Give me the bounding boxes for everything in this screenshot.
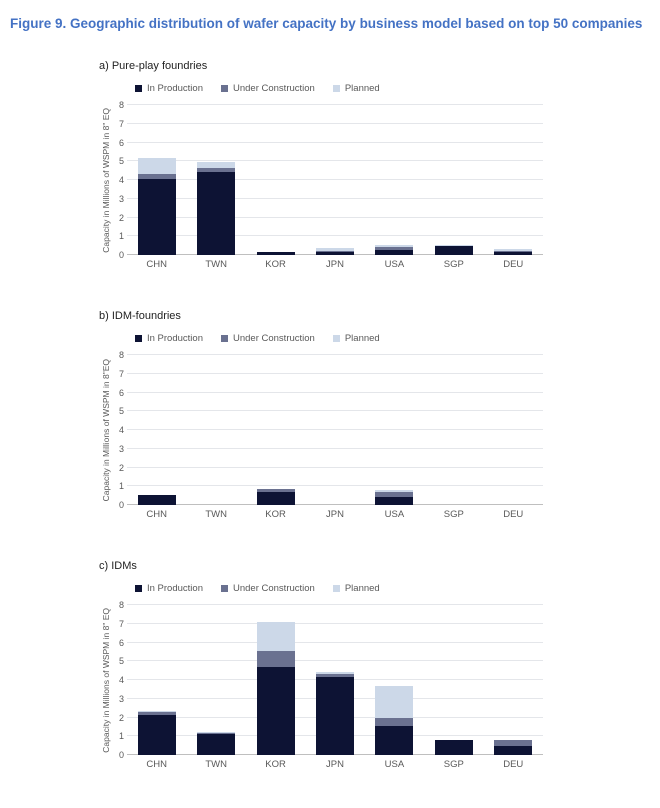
bar-segment-under_construction-twn — [197, 168, 235, 172]
x-axis-labels — [127, 759, 543, 770]
legend-label: Planned — [344, 583, 380, 594]
x-axis-label-kor: KOR — [265, 509, 286, 520]
y-tick-label: 3 — [118, 693, 124, 704]
x-axis-label-twn: TWN — [205, 509, 227, 520]
y-axis-label: Capacity in Millions of WSPM in 8"EQ — [101, 358, 111, 502]
gridline — [127, 354, 543, 355]
legend-item — [221, 583, 315, 594]
bar-segment-in_production-deu — [494, 746, 532, 755]
x-axis-label-sgp: SGP — [443, 759, 464, 770]
bar-segment-in_production-usa — [375, 250, 413, 255]
x-axis-label-jpn: JPN — [326, 259, 344, 270]
legend-swatch-icon — [221, 335, 228, 342]
chart-legend — [135, 333, 559, 344]
bar-segment-planned-kor — [257, 622, 295, 651]
x-axis-label-usa: USA — [384, 259, 405, 270]
y-axis-label-wrap — [99, 605, 113, 755]
x-axis-label-deu: DEU — [503, 509, 524, 520]
legend-label: In Production — [147, 583, 203, 594]
charts-container — [99, 60, 559, 808]
plot-area — [127, 105, 543, 255]
gridline — [127, 448, 543, 449]
bar-segment-under_construction-jpn — [316, 674, 354, 677]
gridline — [127, 104, 543, 105]
x-axis-label-sgp: SGP — [443, 509, 464, 520]
legend-swatch-icon — [333, 335, 340, 342]
legend-item — [221, 333, 315, 344]
bar-segment-in_production-deu — [494, 252, 532, 255]
legend-swatch-icon — [135, 335, 142, 342]
y-tick-label: 5 — [118, 656, 124, 667]
y-tick-label: 1 — [118, 731, 124, 742]
bar-segment-under_construction-deu — [494, 251, 532, 252]
y-axis-ticks — [113, 600, 127, 760]
chart-body — [99, 350, 559, 520]
bar-segment-planned-usa — [375, 490, 413, 492]
bar-segment-in_production-jpn — [316, 677, 354, 755]
y-tick-label: 4 — [118, 675, 124, 685]
y-axis-label-wrap — [99, 105, 113, 255]
x-axis-label-usa: USA — [384, 509, 405, 520]
y-tick-label: 0 — [118, 250, 124, 260]
plot-area — [127, 355, 543, 505]
bar-segment-under_construction-kor — [257, 651, 295, 667]
bar-segment-planned-jpn — [316, 248, 354, 251]
y-tick-label: 8 — [118, 100, 124, 110]
plot-column — [127, 605, 543, 770]
bar-segment-in_production-usa — [375, 497, 413, 505]
x-axis-label-deu: DEU — [503, 759, 524, 770]
legend-label: Under Construction — [232, 83, 315, 94]
chart-pure-play-foundries — [99, 60, 559, 270]
chart-body — [99, 600, 559, 770]
y-axis-ticks — [113, 100, 127, 260]
gridline — [127, 142, 543, 143]
bar-segment-planned-usa — [375, 686, 413, 719]
bar-segment-in_production-kor — [257, 667, 295, 755]
x-axis-label-sgp: SGP — [443, 259, 464, 270]
gridline — [127, 467, 543, 468]
x-axis-label-usa: USA — [384, 759, 405, 770]
bar-segment-in_production-kor — [257, 492, 295, 505]
x-axis-label-kor: KOR — [265, 759, 286, 770]
bar-segment-under_construction-twn — [197, 733, 235, 734]
y-tick-label: 3 — [118, 193, 124, 204]
gridline — [127, 410, 543, 411]
y-axis-label: Capacity in Millions of WSPM in 8" EQ — [101, 107, 111, 253]
gridline — [127, 217, 543, 218]
x-axis-label-jpn: JPN — [326, 509, 344, 520]
chart-idms — [99, 560, 559, 770]
gridline — [127, 198, 543, 199]
gridline — [127, 623, 543, 624]
bar-segment-planned-twn — [197, 162, 235, 168]
legend-item — [333, 83, 380, 94]
y-tick-label: 6 — [118, 137, 124, 148]
y-tick-label: 6 — [118, 387, 124, 398]
gridline — [127, 160, 543, 161]
bar-segment-planned-sgp — [435, 245, 473, 246]
bar-segment-planned-chn — [138, 711, 176, 712]
chart-title: b) IDM-foundries — [99, 310, 181, 322]
bar-segment-in_production-twn — [197, 734, 235, 755]
y-tick-label: 2 — [118, 212, 124, 223]
y-tick-label: 1 — [118, 231, 124, 242]
x-axis-label-twn: TWN — [205, 759, 227, 770]
gridline — [127, 373, 543, 374]
gridline — [127, 604, 543, 605]
y-tick-label: 0 — [118, 750, 124, 760]
x-axis-label-chn: CHN — [146, 259, 167, 270]
x-axis-line — [127, 504, 543, 505]
gridline — [127, 429, 543, 430]
y-tick-label: 4 — [118, 175, 124, 185]
bar-segment-in_production-kor — [257, 252, 295, 255]
bar-segment-in_production-chn — [138, 179, 176, 255]
legend-label: Planned — [344, 83, 380, 94]
bar-segment-in_production-usa — [375, 726, 413, 755]
y-tick-label: 8 — [118, 350, 124, 360]
y-tick-label: 5 — [118, 156, 124, 167]
gridline — [127, 123, 543, 124]
y-axis-ticks — [113, 350, 127, 510]
bar-segment-planned-deu — [494, 249, 532, 251]
bar-segment-in_production-sgp — [435, 246, 473, 255]
y-tick-label: 5 — [118, 406, 124, 417]
legend-swatch-icon — [135, 85, 142, 92]
chart-title: c) IDMs — [99, 560, 137, 572]
bar-segment-under_construction-kor — [257, 489, 295, 492]
gridline — [127, 485, 543, 486]
y-tick-label: 4 — [118, 425, 124, 435]
legend-swatch-icon — [221, 585, 228, 592]
y-tick-label: 7 — [118, 618, 124, 629]
legend-item — [333, 333, 380, 344]
x-axis-label-chn: CHN — [146, 759, 167, 770]
y-axis-label-wrap — [99, 355, 113, 505]
legend-item — [135, 333, 203, 344]
chart-legend — [135, 583, 559, 594]
gridline — [127, 660, 543, 661]
legend-label: In Production — [147, 83, 203, 94]
y-tick-label: 2 — [118, 712, 124, 723]
legend-label: In Production — [147, 333, 203, 344]
bar-segment-under_construction-usa — [375, 492, 413, 497]
legend-swatch-icon — [333, 85, 340, 92]
y-tick-label: 2 — [118, 462, 124, 473]
legend-swatch-icon — [135, 585, 142, 592]
legend-item — [135, 83, 203, 94]
bar-segment-under_construction-usa — [375, 718, 413, 726]
bar-segment-in_production-sgp — [435, 740, 473, 755]
bar-segment-planned-usa — [375, 245, 413, 247]
bar-segment-planned-twn — [197, 732, 235, 734]
gridline — [127, 392, 543, 393]
legend-label: Under Construction — [232, 583, 315, 594]
x-axis-label-chn: CHN — [146, 509, 167, 520]
bar-segment-planned-chn — [138, 158, 176, 174]
bar-segment-in_production-twn — [197, 172, 235, 255]
x-axis-label-kor: KOR — [265, 259, 286, 270]
bar-segment-under_construction-chn — [138, 712, 176, 715]
x-axis-labels — [127, 259, 543, 270]
legend-item — [333, 583, 380, 594]
gridline — [127, 235, 543, 236]
legend-label: Under Construction — [232, 333, 315, 344]
y-tick-label: 6 — [118, 637, 124, 648]
y-tick-label: 1 — [118, 481, 124, 492]
plot-column — [127, 105, 543, 270]
legend-item — [221, 83, 315, 94]
bar-segment-under_construction-chn — [138, 174, 176, 179]
bar-segment-in_production-jpn — [316, 252, 354, 255]
x-axis-labels — [127, 509, 543, 520]
plot-column — [127, 355, 543, 520]
bar-segment-under_construction-jpn — [316, 251, 354, 252]
bar-segment-under_construction-usa — [375, 247, 413, 251]
x-axis-label-jpn: JPN — [326, 759, 344, 770]
y-tick-label: 7 — [118, 368, 124, 379]
chart-title: a) Pure-play foundries — [99, 60, 208, 72]
x-axis-label-twn: TWN — [205, 259, 227, 270]
bar-segment-in_production-chn — [138, 715, 176, 755]
figure-title: Figure 9. Geographic distribution of wafer capacity by business model based on top 50 companies — [10, 16, 643, 31]
y-axis-label: Capacity in Millions of WSPM in 8" EQ — [101, 607, 111, 753]
y-tick-label: 3 — [118, 443, 124, 454]
legend-swatch-icon — [333, 585, 340, 592]
chart-legend — [135, 83, 559, 94]
plot-area — [127, 605, 543, 755]
legend-item — [135, 583, 203, 594]
gridline — [127, 179, 543, 180]
legend-swatch-icon — [221, 85, 228, 92]
bar-segment-in_production-chn — [138, 495, 176, 505]
gridline — [127, 642, 543, 643]
x-axis-label-deu: DEU — [503, 259, 524, 270]
y-tick-label: 7 — [118, 118, 124, 129]
bar-segment-under_construction-deu — [494, 740, 532, 746]
y-tick-label: 8 — [118, 600, 124, 610]
chart-body — [99, 100, 559, 270]
y-tick-label: 0 — [118, 500, 124, 510]
chart-idm-foundries — [99, 310, 559, 520]
legend-label: Planned — [344, 333, 380, 344]
bar-segment-planned-jpn — [316, 672, 354, 675]
